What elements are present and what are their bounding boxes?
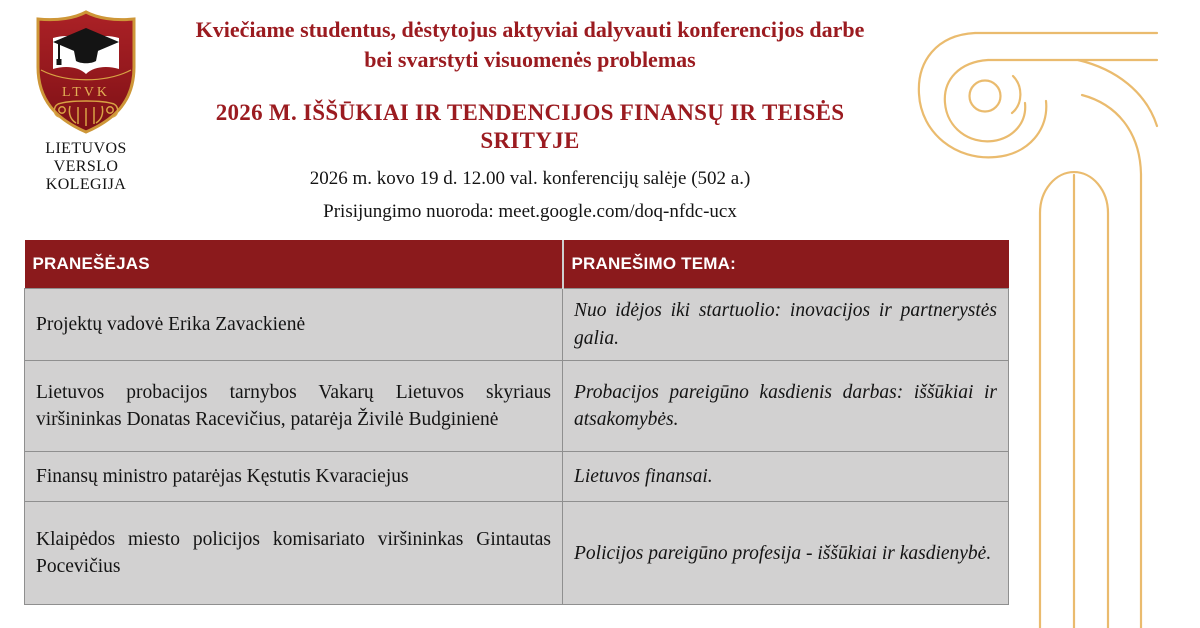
table-row <box>25 361 1009 452</box>
topic-cell: Policijos pareigūno profesija - iššūkiai ir kasdienybė. <box>563 502 1009 605</box>
invitation-line-1: Kviečiame studentus, dėstytojus aktyviai dalyvauti konferencijos darbe <box>195 17 865 42</box>
topic-cell: Lietuvos finansai. <box>563 452 1009 502</box>
logo-abbr-text: LTVK <box>61 85 111 100</box>
topic-cell: Probacijos pareigūno kasdienis darbas: iššūkiai ir atsakomybės. <box>563 361 1009 452</box>
institution-line: LIETUVOS <box>45 140 127 157</box>
meeting-link[interactable]: meet.google.com/doq-nfdc-ucx <box>498 201 737 222</box>
institution-line: KOLEGIJA <box>45 176 127 193</box>
join-link-label: Prisijungimo nuoroda: <box>323 201 494 222</box>
conference-title-line-1: 2026 M. IŠŠŪKIAI IR TENDENCIJOS FINANSŲ IR TEISĖS <box>215 100 845 125</box>
ltvk-crest-logo <box>30 7 142 139</box>
institution-name <box>18 140 154 194</box>
conference-title-line-2: SRITYJE <box>480 128 580 153</box>
join-link-line <box>150 201 910 223</box>
speaker-cell: Projektų vadovė Erika Zavackienė <box>25 289 563 361</box>
table-row <box>25 502 1009 605</box>
institution-line: VERSLO <box>53 158 119 175</box>
speaker-cell: Lietuvos probacijos tarnybos Vakarų Lietuvos skyriaus viršininkas Donatas Racevičius, patarėja Živilė Budginienė <box>25 361 563 452</box>
conference-title <box>190 99 870 155</box>
speaker-cell: Klaipėdos miesto policijos komisariato viršininkas Gintautas Pocevičius <box>25 502 563 605</box>
event-date-location: 2026 m. kovo 19 d. 12.00 val. konferencijų salėje (502 a.) <box>309 168 751 189</box>
invitation-text <box>160 15 900 75</box>
column-header-topic: PRANEŠIMO TEMA: <box>563 240 1009 289</box>
invitation-line-2: bei svarstyti visuomenės problemas <box>364 47 696 72</box>
column-header-speaker: PRANEŠĖJAS <box>25 240 563 289</box>
table-row <box>25 289 1009 361</box>
speaker-cell: Finansų ministro patarėjas Kęstutis Kvaraciejus <box>25 452 563 502</box>
table-row <box>25 452 1009 502</box>
topic-cell: Nuo idėjos iki startuolio: inovacijos ir partnerystės galia. <box>563 289 1009 361</box>
table-header-row <box>25 240 1009 289</box>
speakers-table <box>24 240 1009 605</box>
